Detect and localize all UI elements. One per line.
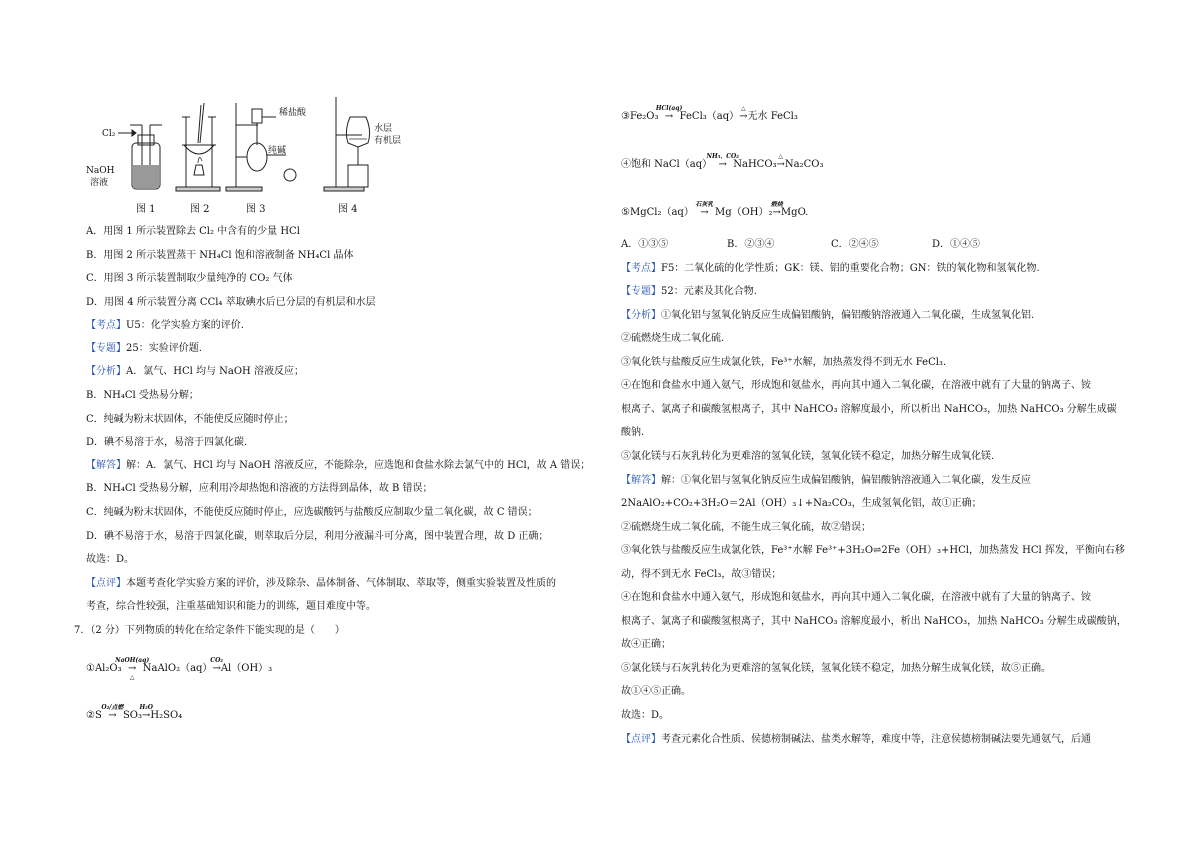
water-layer-label: 水层 (374, 124, 393, 134)
q7-fenxi-4a: ④在饱和食盐水中通入氨气，形成饱和氨盐水，再向其中通入二氧化碳，在溶液中就有了大量的钠离子、铵 (621, 380, 1091, 391)
dianping-tag: 【点评】 (86, 578, 126, 589)
reaction-1 (86, 657, 273, 681)
r5-middle: Mg（OH）₂ (714, 207, 773, 218)
reaction-4 (621, 153, 824, 172)
caption-fig1: 图 1 (136, 204, 156, 215)
figure-1-gas-bottle (118, 125, 162, 189)
q7-jieda-4c: 故④正确； (621, 639, 671, 650)
jieda-tag: 【解答】 (86, 460, 126, 471)
q7-jieda-3b: 动，得不到无水 FeCl₃，故③错误； (621, 569, 782, 580)
q7-fenxi-3: ③氧化铁与盐酸反应生成氯化铁，Fe³⁺水解，加热蒸发得不到无水 FeCl₃. (621, 357, 947, 368)
q7-jieda-4b: 根离子、氯离子和碳酸氢根离子，其中 NaHCO₃ 溶解度最小，析出 NaHCO₃，加热 NaHCO₃ 分解生成碳酸钠， (621, 616, 1127, 627)
zhuanti-tag: 【专题】 (621, 286, 661, 297)
q6-dianping-1 (86, 577, 556, 591)
q7-answer: 故选：D。 (621, 710, 670, 721)
zhuanti-tag: 【专题】 (86, 343, 126, 354)
figure-4-separatory-funnel (324, 97, 370, 191)
r1-arrow-1-condition: NaOH(aq) (115, 657, 150, 664)
r1-middle: NaAlO₂（aq） (142, 663, 213, 674)
kaodian-text: U5：化学实验方案的评价. (126, 320, 244, 331)
r2-start: ②S (86, 710, 102, 721)
r5-product: MgO. (780, 207, 809, 218)
q7-jieda-4a: ④在饱和食盐水中通入氨气，形成饱和氨盐水，再向其中通入二氧化碳，在溶液中就有了大量的钠离子、铵 (621, 592, 1091, 603)
r2-arrow-1: O₂/点燃 → (105, 709, 120, 723)
r3-arrow-1-condition: HCl(aq) (655, 105, 683, 112)
apparatus-figure (86, 95, 402, 220)
cl2-label: Cl₂ (102, 129, 116, 139)
r5-arrow-1-condition: 石灰乳 (695, 201, 714, 208)
reaction-2 (86, 704, 183, 723)
dianping-1-text: 本题考查化学实验方案的评价，涉及除杂、晶体制备、气体制取、萃取等，侧重实验装置及性质的 (126, 578, 556, 589)
q6-jieda-c: C．纯碱为粉末状固体，不能使反应随时停止，应选碳酸钙与盐酸反应制取少量二氧化碳，故 C 错误； (86, 507, 538, 518)
q7-jieda-2: ②硫燃烧生成二氧化硫，不能生成三氧化硫，故②错误； (621, 522, 871, 533)
r5-arrow-2-condition: 煅烧 (770, 201, 783, 208)
reaction-3 (621, 105, 798, 124)
jieda-1a-text: 解：①氧化铝与氢氧化钠反应生成偏铝酸钠，偏铝酸钠溶液通入二氧化碳，发生反应 (661, 475, 1031, 486)
r5-start: ⑤MgCl₂（aq） (621, 207, 694, 218)
naoh-label-1: NaOH (86, 166, 115, 176)
q7-fenxi-1 (621, 309, 1034, 323)
soda-label: 纯碱 (268, 146, 287, 156)
organic-layer-label: 有机层 (374, 136, 402, 146)
q7-fenxi-5: ⑤氯化镁与石灰乳转化为更难溶的氢氧化镁，氢氧化镁不稳定，加热分解生成氧化镁. (621, 451, 995, 462)
r1-arrow-1-heat: △ (129, 674, 135, 681)
q6-jieda-b: B．NH₄Cl 受热易分解，应利用冷却热饱和溶液的方法得到晶体，故 B 错误； (86, 483, 433, 494)
r2-middle: SO₃ (122, 710, 143, 721)
r4-product: Na₂CO₃ (784, 159, 824, 170)
q7-conclusion: 故①④⑤正确。 (621, 686, 691, 697)
q6-fenxi-d: D．碘不易溶于水，易溶于四氯化碳． (86, 437, 255, 448)
r4-arrow-2: △ → (777, 158, 785, 172)
r4-arrow-1-condition: NH₃、CO₂ (706, 153, 739, 160)
r3-middle: FeCl₃（aq） (679, 111, 740, 122)
q6-option-a: A．用图 1 所示装置除去 Cl₂ 中含有的少量 HCl (86, 226, 300, 237)
fenxi-a-text: A．氯气、HCl 均与 NaOH 溶液反应； (126, 366, 304, 377)
r3-arrow-2: △ → (739, 110, 747, 124)
q6-jieda-d: D．碘不易溶于水，易溶于四氯化碳，则萃取后分层，利用分液漏斗可分离，图中装置合理，故 D 正确； (86, 531, 549, 542)
zhuanti-text: 25：实验评价题. (126, 343, 202, 354)
figure-2-evaporation (176, 103, 220, 191)
r2-product: H₂SO₄ (150, 710, 183, 721)
q7-fenxi-2: ②硫燃烧生成二氧化硫. (621, 333, 725, 344)
q7-fenxi-4b: 根离子、氯离子和碳酸氢根离子，其中 NaHCO₃ 溶解度最小，所以析出 NaHCO₃，加热 NaHCO₃ 分解生成碳 (621, 404, 1117, 415)
r5-arrow-2: 煅烧 → (773, 206, 781, 220)
fenxi-1-text: ①氧化铝与氢氧化钠反应生成偏铝酸钠，偏铝酸钠溶液通入二氧化碳，生成氢氧化铝. (661, 310, 1035, 321)
caption-fig4: 图 4 (338, 204, 358, 215)
q6-zhuanti (86, 342, 202, 356)
kaodian-tag: 【考点】 (621, 263, 661, 274)
dianping-text: 考查元素化合性质、侯德榜制碱法、盐类水解等，难度中等，注意侯德榜制碱法要先通氨气，后通 (661, 734, 1091, 745)
r4-arrow-1: NH₃、CO₂ → (715, 158, 730, 172)
r1-product: Al（OH）₃ (220, 663, 273, 674)
dianping-tag: 【点评】 (621, 734, 661, 745)
q7-jieda-3a: ③氧化铁与盐酸反应生成氯化铁，Fe³⁺水解 Fe³⁺+3H₂O⇌2Fe（OH）₃+HCl，加热蒸发 HCl 挥发，平衡向右移 (621, 545, 1125, 556)
q6-dianping-2: 考查，综合性较强，注重基础知识和能力的训练，题目难度中等。 (86, 601, 376, 612)
r4-arrow-2-condition: △ (778, 153, 784, 160)
q6-fenxi-a (86, 365, 304, 379)
r4-middle: NaHCO₃ (733, 159, 777, 170)
q7-fenxi-4c: 酸钠. (621, 427, 645, 438)
naoh-label-2: 溶液 (90, 178, 109, 188)
q7-option-c: C．②④⑤ (831, 239, 879, 250)
r1-arrow-2: CO₂ → (212, 662, 220, 676)
r1-arrow-2-condition: CO₂ (210, 657, 223, 664)
q6-kaodian (86, 319, 244, 333)
q7-stem: 7．（2 分）下列物质的转化在给定条件下能实现的是（ ） (74, 625, 345, 636)
q6-option-b: B．用图 2 所示装置蒸干 NH₄Cl 饱和溶液制备 NH₄Cl 晶体 (86, 250, 354, 261)
fenxi-tag: 【分析】 (621, 310, 661, 321)
fenxi-tag: 【分析】 (86, 366, 126, 377)
kaodian-tag: 【考点】 (86, 320, 126, 331)
r1-arrow-1: NaOH(aq) △ → (125, 662, 140, 676)
q6-fenxi-c: C．纯碱为粉末状固体，不能使反应随时停止； (86, 414, 294, 425)
q6-option-d: D．用图 4 所示装置分离 CCl₄ 萃取碘水后已分层的有机层和水层 (86, 297, 376, 308)
r1-start: ①Al₂O₃ (86, 663, 122, 674)
r2-arrow-2-condition: H₂O (139, 704, 153, 711)
kaodian-text: F5：二氧化硫的化学性质；GK：镁、铝的重要化合物；GN：铁的氧化物和氢氧化物. (661, 263, 1040, 274)
r2-arrow-2: H₂O → (142, 709, 150, 723)
jieda-a-text: 解：A．氯气、HCl 均与 NaOH 溶液反应，不能除杂，应选饱和食盐水除去氯气中的 HCl，故 A 错误； (126, 460, 591, 471)
q7-kaodian (621, 262, 1040, 276)
r5-arrow-1: 石灰乳 → (697, 206, 712, 220)
q6-answer: 故选：D。 (86, 554, 135, 565)
q7-jieda-5: ⑤氯化镁与石灰乳转化为更难溶的氢氧化镁，氢氧化镁不稳定，加热分解生成氧化镁，故⑤正确。 (621, 663, 1051, 674)
zhuanti-text: 52：元素及其化合物. (661, 286, 757, 297)
q6-option-c: C．用图 3 所示装置制取少量纯净的 CO₂ 气体 (86, 273, 293, 284)
r2-arrow-1-condition: O₂/点燃 (101, 704, 124, 711)
caption-fig3: 图 3 (246, 204, 266, 215)
reaction-5 (621, 201, 809, 220)
jieda-tag: 【解答】 (621, 475, 661, 486)
caption-fig2: 图 2 (190, 204, 210, 215)
q7-option-a: A．①③⑤ (621, 239, 669, 250)
r4-start: ④饱和 NaCl（aq） (621, 159, 713, 170)
r3-product: 无水 FeCl₃ (747, 111, 798, 122)
q7-option-d: D．①④⑤ (932, 239, 981, 250)
q6-jieda-a (86, 459, 590, 473)
r3-arrow-2-condition: △ (741, 105, 746, 112)
q6-fenxi-b: B．NH₄Cl 受热易分解； (86, 390, 199, 401)
q7-jieda-1a (621, 474, 1031, 488)
acid-label: 稀盐酸 (279, 108, 307, 118)
q7-option-b: B．②③④ (727, 239, 775, 250)
q7-zhuanti (621, 285, 757, 299)
r3-start: ③Fe₂O₃ (621, 111, 659, 122)
r3-arrow-1: HCl(aq) → (662, 110, 677, 124)
q7-dianping (621, 733, 1091, 747)
q7-jieda-1b: 2NaAlO₂+CO₂+3H₂O＝2Al（OH）₃↓+Na₂CO₃，生成氢氧化铝，故①正确； (621, 498, 982, 509)
